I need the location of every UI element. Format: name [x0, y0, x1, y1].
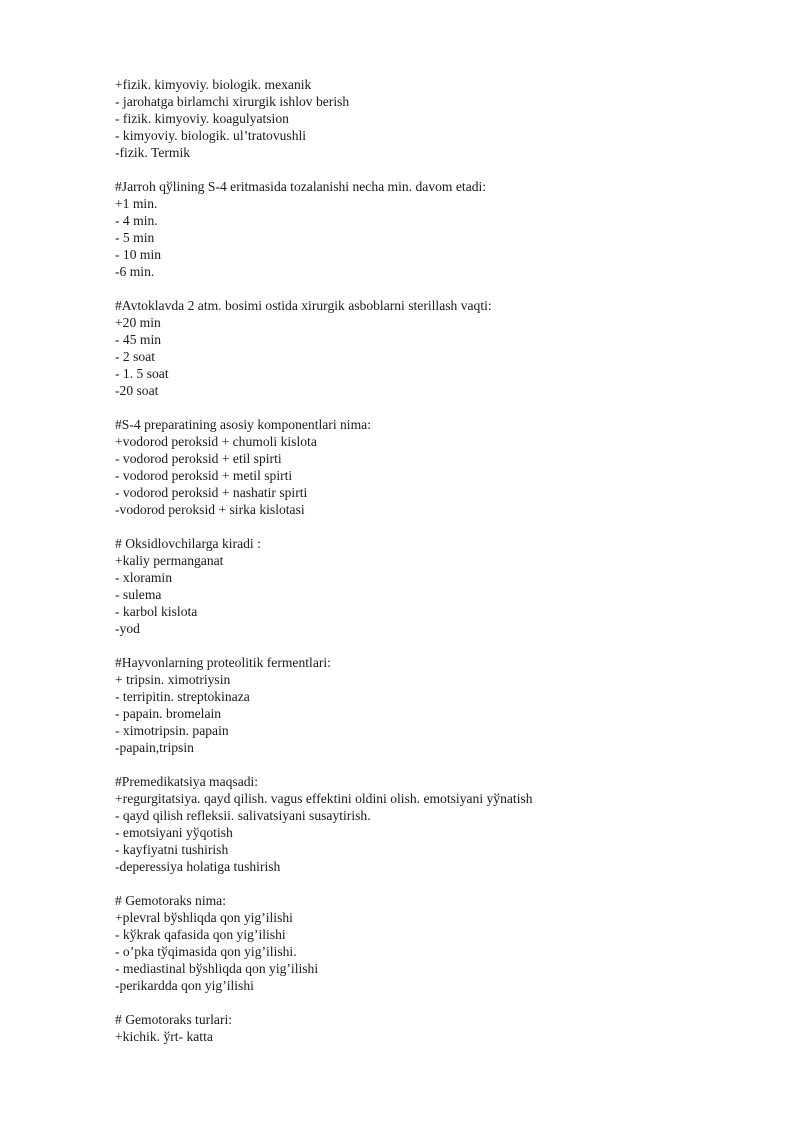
answer-option: -deperessiya holatiga tushirish	[115, 859, 281, 874]
answer-option: +vodorod peroksid + chumoli kislota	[115, 434, 317, 449]
answer-option: - mediastinal bўshliqda qon yig’ilishi	[115, 961, 319, 976]
question-text: #Jarroh qўlining S-4 eritmasida tozalanishi necha min. davom etadi:	[115, 179, 487, 194]
answer-option: - 45 min	[115, 332, 162, 347]
answer-option: -papain,tripsin	[115, 740, 194, 755]
question-text: #S-4 preparatining asosiy komponentlari nima:	[115, 417, 371, 432]
answer-option: - kayfiyatni tushirish	[115, 842, 229, 857]
answer-option: - kimyoviy. biologik. ul’tratovushli	[115, 128, 307, 143]
question-text: # Oksidlovchilarga kiradi :	[115, 536, 261, 551]
answer-option: -vodorod peroksid + sirka kislotasi	[115, 502, 305, 517]
answer-option: -yod	[115, 621, 140, 636]
answer-option: +1 min.	[115, 196, 158, 211]
question-block	[115, 1011, 775, 1045]
answer-option: +regurgitatsiya. qayd qilish. vagus effektini oldini olish. emotsiyani yўnatish	[115, 791, 533, 806]
answer-option: - 4 min.	[115, 213, 158, 228]
question-block	[115, 535, 775, 637]
answer-option: - vodorod peroksid + metil spirti	[115, 468, 293, 483]
answer-option: - terripitin. streptokinaza	[115, 689, 250, 704]
answer-option: -fizik. Termik	[115, 145, 191, 160]
answer-option: -perikardda qon yig’ilishi	[115, 978, 254, 993]
answer-option: - 2 soat	[115, 349, 156, 364]
question-block	[115, 892, 775, 994]
question-block	[115, 773, 775, 875]
answer-option: - vodorod peroksid + etil spirti	[115, 451, 282, 466]
question-text: # Gemotoraks nima:	[115, 893, 226, 908]
answer-option: - xloramin	[115, 570, 173, 585]
answer-option: - fizik. kimyoviy. koagulyatsion	[115, 111, 289, 126]
question-text: #Avtoklavda 2 atm. bosimi ostida xirurgik asboblarni sterillash vaqti:	[115, 298, 492, 313]
question-text: #Premedikatsiya maqsadi:	[115, 774, 259, 789]
answer-option: - o’pka tўqimasida qon yig’ilishi.	[115, 944, 297, 959]
answer-option: +kichik. ўrt- katta	[115, 1029, 213, 1044]
answer-option: - sulema	[115, 587, 162, 602]
answer-option: - jarohatga birlamchi xirurgik ishlov berish	[115, 94, 350, 109]
answer-option: +fizik. kimyoviy. biologik. mexanik	[115, 77, 312, 92]
answer-option: -20 soat	[115, 383, 159, 398]
answer-option: - 1. 5 soat	[115, 366, 169, 381]
question-text: #Hayvonlarning proteolitik fermentlari:	[115, 655, 331, 670]
question-block	[115, 297, 775, 399]
answer-option: - emotsiyani yўqotish	[115, 825, 233, 840]
question-block	[115, 654, 775, 756]
answer-option: - 5 min	[115, 230, 155, 245]
answer-option: +20 min	[115, 315, 161, 330]
question-block	[115, 178, 775, 280]
answer-option: - 10 min	[115, 247, 162, 262]
answer-option: +kaliy permanganat	[115, 553, 224, 568]
answer-option: - kўkrak qafasida qon yig’ilishi	[115, 927, 286, 942]
answer-option: - ximotripsin. papain	[115, 723, 229, 738]
question-block	[115, 416, 775, 518]
answer-option: - karbol kislota	[115, 604, 198, 619]
question-text: # Gemotoraks turlari:	[115, 1012, 233, 1027]
question-block	[115, 76, 775, 161]
answer-option: - qayd qilish refleksii. salivatsiyani susaytirish.	[115, 808, 371, 823]
answer-option: - papain. bromelain	[115, 706, 222, 721]
answer-option: + tripsin. ximotriysin	[115, 672, 231, 687]
answer-option: +plevral bўshliqda qon yig’ilishi	[115, 910, 293, 925]
answer-option: -6 min.	[115, 264, 155, 279]
quiz-text	[115, 76, 775, 1062]
answer-option: - vodorod peroksid + nashatir spirti	[115, 485, 308, 500]
